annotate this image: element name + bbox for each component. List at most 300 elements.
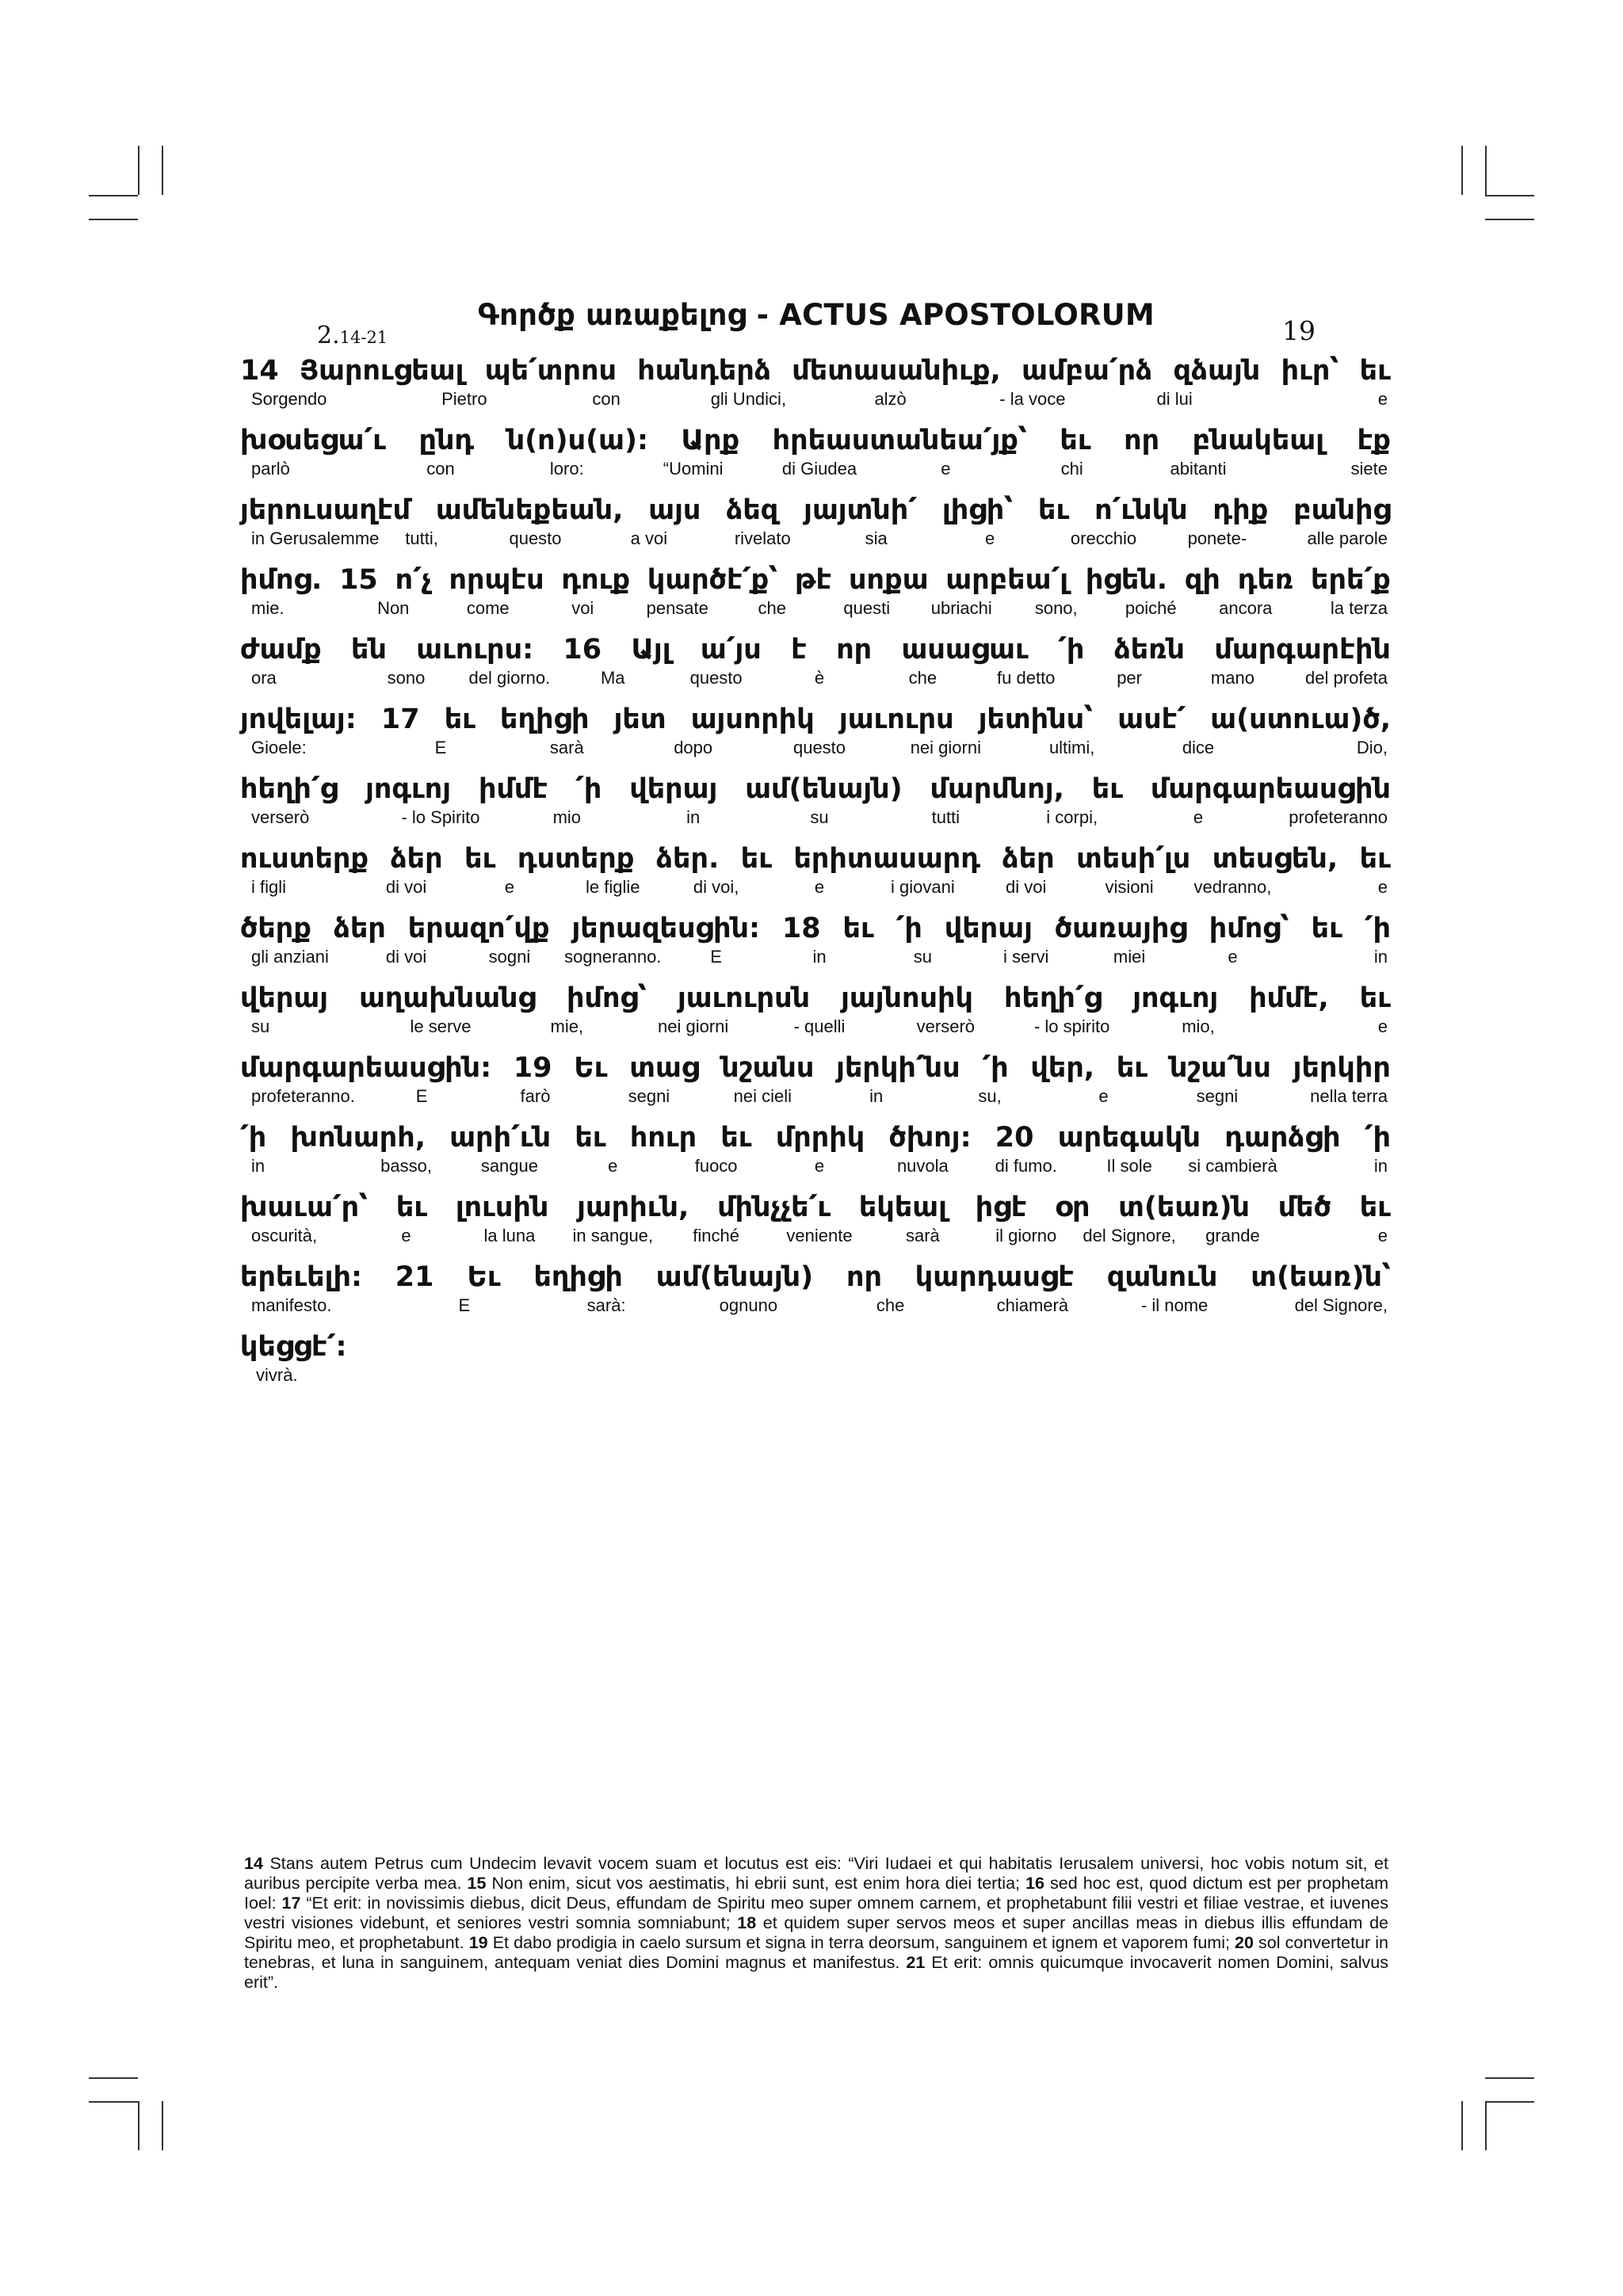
italian-gloss-line (240, 877, 1391, 901)
armenian-word: սոքա (849, 564, 929, 596)
italian-gloss: dice (1182, 738, 1215, 757)
armenian-word: ամ(ենայն) (655, 1261, 814, 1293)
italian-gloss: sangue (480, 1156, 538, 1176)
italian-gloss-line (240, 459, 1391, 482)
italian-gloss: su (251, 1016, 270, 1036)
armenian-word: իմոց. (240, 564, 323, 596)
italian-gloss: Non (377, 598, 410, 618)
armenian-line (240, 1329, 1391, 1365)
armenian-word: մարգարեասցին: (240, 1052, 492, 1084)
armenian-word: եւ (842, 913, 874, 944)
armenian-word: լիցի՝ (941, 494, 1014, 526)
italian-gloss: gli Undici, (710, 389, 787, 409)
verse-number: 16 (563, 634, 602, 666)
italian-gloss: nella terra (1310, 1086, 1388, 1106)
italian-gloss: a voi (630, 528, 668, 548)
italian-gloss: sogneranno. (564, 947, 662, 967)
italian-gloss-line (240, 1365, 1391, 1389)
italian-gloss: sarà (549, 738, 584, 757)
armenian-word: ձեր (390, 843, 443, 875)
italian-gloss: questo (689, 668, 743, 688)
page-header (238, 298, 1395, 349)
italian-gloss: sogni (488, 947, 531, 967)
interlinear-line (240, 562, 1391, 631)
italian-gloss: alzò (874, 389, 907, 409)
italian-gloss: E (710, 947, 722, 967)
italian-gloss: i corpi, (1046, 807, 1098, 827)
armenian-word: յարիւն, (577, 1192, 689, 1223)
italian-gloss: e (504, 877, 515, 897)
armenian-word: ՛ի (1364, 1122, 1391, 1154)
italian-gloss: in (869, 1086, 884, 1106)
italian-gloss: chiamerà (996, 1295, 1069, 1315)
armenian-word: մարմնոյ, (930, 773, 1064, 805)
italian-gloss: in (812, 947, 827, 967)
italian-gloss: in (1373, 1156, 1388, 1176)
italian-gloss: questi (843, 598, 891, 618)
armenian-line (240, 1050, 1391, 1086)
interlinear-line (240, 353, 1391, 422)
crop-mark (89, 219, 138, 220)
armenian-word: ամբա՛րձ (1022, 355, 1153, 387)
italian-gloss: siete (1350, 459, 1388, 479)
verse-number: 21 (395, 1261, 434, 1293)
armenian-word: մրրիկ (775, 1122, 865, 1154)
italian-gloss: mano (1210, 668, 1254, 688)
italian-gloss: per (1117, 668, 1142, 688)
footnote-text: Non enim, sicut vos aestimatis, hi ebrii sunt, est enim hora diei tertia; (486, 1874, 1026, 1893)
armenian-word: որ (1124, 425, 1160, 456)
italian-gloss: i servi (1003, 947, 1049, 967)
armenian-word: յովելայ: (240, 704, 357, 735)
italian-gloss: è (814, 668, 825, 688)
armenian-word: աւուրս: (416, 634, 534, 666)
armenian-word: մարգարէին (1214, 634, 1391, 666)
armenian-word: հուր (629, 1122, 697, 1154)
italian-gloss: e (1377, 1226, 1388, 1245)
italian-gloss: profeteranno (1289, 807, 1388, 827)
italian-gloss: del profeta (1305, 668, 1388, 688)
italian-gloss: miei (1113, 947, 1146, 967)
italian-gloss: “Uomini (663, 459, 724, 479)
italian-gloss: basso, (380, 1156, 432, 1176)
italian-gloss: pensate (646, 598, 708, 618)
italian-gloss: e (1377, 389, 1388, 409)
armenian-word: հանդերձ (637, 355, 771, 387)
italian-gloss: rivelato (734, 528, 791, 548)
italian-gloss-line (240, 807, 1391, 831)
crop-mark (1485, 195, 1534, 196)
armenian-word: որ (836, 634, 873, 666)
armenian-word: բնակեալ (1192, 425, 1325, 456)
armenian-word: դեռ (1237, 564, 1294, 596)
italian-gloss: Pietro (441, 389, 487, 409)
verse-number: 17 (380, 704, 420, 735)
italian-gloss: alle parole (1307, 528, 1388, 548)
armenian-line (240, 562, 1391, 598)
italian-gloss-line (240, 1295, 1391, 1319)
italian-gloss: - il nome (1140, 1295, 1209, 1315)
armenian-line (240, 771, 1391, 807)
italian-gloss: vivrà. (256, 1365, 298, 1385)
armenian-word: երե՛ք (1311, 564, 1391, 596)
italian-gloss: del Signore, (1083, 1226, 1176, 1245)
latin-footnote (244, 1854, 1388, 1993)
footnote-verse-number: 14 (244, 1854, 263, 1873)
armenian-word: իցեն. (1085, 564, 1168, 596)
armenian-word: յերկիր (1293, 1052, 1391, 1084)
italian-gloss: di voi (1006, 877, 1047, 897)
armenian-word: այսորիկ (690, 704, 815, 735)
armenian-word: այս (648, 494, 701, 526)
italian-gloss: Dio, (1356, 738, 1388, 757)
italian-gloss: e (984, 528, 995, 548)
italian-gloss-line (240, 1016, 1391, 1040)
footnote-text: Et erit: omnis quicumque invocaverit nomen Domini, salvus erit”. (244, 1953, 1388, 1992)
italian-gloss: ubriachi (930, 598, 992, 618)
armenian-word: եղիցի (533, 1261, 623, 1293)
armenian-word: արեգակն (1057, 1122, 1201, 1154)
interlinear-line (240, 910, 1391, 980)
italian-gloss-line (240, 598, 1391, 622)
italian-gloss: in (251, 1156, 265, 1176)
italian-gloss: questo (509, 528, 562, 548)
armenian-line (240, 1119, 1391, 1156)
interlinear-line (240, 631, 1391, 701)
interlinear-line (240, 1329, 1391, 1398)
italian-gloss: su, (978, 1086, 1002, 1106)
italian-gloss: ponete- (1187, 528, 1247, 548)
italian-gloss: con (426, 459, 455, 479)
armenian-word: զանուն (1106, 1261, 1218, 1293)
italian-gloss: di Giudea (781, 459, 857, 479)
armenian-word: ծերք (240, 913, 311, 944)
armenian-word: իմմէ, (1249, 982, 1329, 1014)
armenian-word: տեսցեն, (1212, 843, 1338, 875)
italian-gloss: su (810, 807, 829, 827)
armenian-word: բանից (1293, 494, 1391, 526)
armenian-word: կարդասցէ (915, 1261, 1074, 1293)
armenian-word: եւ (1359, 982, 1391, 1014)
italian-gloss-line (240, 528, 1391, 552)
interlinear-line (240, 841, 1391, 910)
italian-gloss: - lo Spirito (401, 807, 480, 827)
italian-gloss: del giorno. (468, 668, 551, 688)
armenian-line (240, 701, 1391, 738)
armenian-word: եւ (720, 1122, 752, 1154)
italian-gloss: in (686, 807, 701, 827)
armenian-word: արբեա՛լ (945, 564, 1069, 596)
armenian-word: յայտնի՛ (804, 494, 918, 526)
italian-gloss: Gioele: (251, 738, 307, 757)
armenian-word: եւ (1359, 1192, 1391, 1223)
armenian-word: ո՛ւնկն (1094, 494, 1188, 526)
italian-gloss-line (240, 668, 1391, 692)
verse-range: 14-21 (339, 328, 388, 347)
armenian-word: տ(եառ)ն՝ (1251, 1261, 1391, 1293)
italian-gloss: che (758, 598, 786, 618)
armenian-word: իցէ (975, 1192, 1027, 1223)
armenian-line (240, 980, 1391, 1016)
italian-gloss: e (1377, 877, 1388, 897)
armenian-word: դարձցի (1224, 1122, 1341, 1154)
crop-mark (89, 2101, 138, 2103)
italian-gloss: mie. (251, 598, 285, 618)
armenian-word: տ(եառ)ն (1118, 1192, 1250, 1223)
armenian-word: ծառայից (1054, 913, 1187, 944)
armenian-word: արի՛ւն (449, 1122, 552, 1154)
armenian-word: յոգւոյ (1132, 982, 1219, 1014)
armenian-word: հեղի՛ց (1004, 982, 1102, 1014)
italian-gloss: in sangue, (572, 1226, 654, 1245)
italian-gloss: tutti (931, 807, 960, 827)
italian-gloss: di voi, (693, 877, 739, 897)
interlinear-line (240, 701, 1391, 771)
crop-mark (138, 2101, 139, 2150)
armenian-word: նշանս (721, 1052, 815, 1084)
italian-gloss: nei giorni (658, 1016, 729, 1036)
crop-mark (1485, 2077, 1534, 2079)
verse-number: 15 (339, 564, 378, 596)
italian-gloss: profeteranno. (251, 1086, 355, 1106)
italian-gloss: oscurità, (251, 1226, 318, 1245)
crop-mark (89, 195, 138, 196)
armenian-word: վերայ (944, 913, 1033, 944)
italian-gloss: verserò (251, 807, 310, 827)
armenian-word: եւ (1060, 425, 1091, 456)
interlinear-line (240, 771, 1391, 841)
italian-gloss: segni (1196, 1086, 1239, 1106)
armenian-word: յերուսաղէմ (240, 494, 411, 526)
italian-gloss: ora (251, 668, 277, 688)
armenian-word: Յարուցեալ (300, 355, 464, 387)
footnote-text: et quidem super servos meos et super ancillas meas in diebus illis effundam de Spiritu meo, et prophetabunt. (244, 1913, 1389, 1952)
italian-gloss: le figlie (586, 877, 640, 897)
armenian-word: Եւ (574, 1052, 608, 1084)
italian-gloss: vedranno, (1193, 877, 1272, 897)
italian-gloss: e (401, 1226, 411, 1245)
armenian-word: դուք (561, 564, 631, 596)
italian-gloss: - la voce (999, 389, 1066, 409)
italian-gloss: e (608, 1156, 618, 1176)
armenian-word: ո՛չ (395, 564, 432, 596)
italian-gloss: e (941, 459, 951, 479)
italian-gloss: abitanti (1170, 459, 1227, 479)
interlinear-line (240, 1259, 1391, 1329)
armenian-word: երազո՛վք (407, 913, 550, 944)
italian-gloss: sia (865, 528, 888, 548)
italian-gloss: dopo (674, 738, 713, 757)
italian-gloss: verserò (916, 1016, 975, 1036)
armenian-word: որ (846, 1261, 882, 1293)
footnote-verse-number: 20 (1235, 1933, 1254, 1952)
armenian-word: յաւուրս (838, 704, 954, 735)
italian-gloss: i giovani (891, 877, 955, 897)
armenian-word: ՛ի (1058, 634, 1085, 666)
interlinear-text (240, 353, 1391, 1398)
italian-gloss: sarà: (586, 1295, 626, 1315)
armenian-line (240, 910, 1391, 947)
chapter-number: 2. (317, 322, 340, 349)
interlinear-line (240, 1050, 1391, 1119)
italian-gloss: sarà (905, 1226, 940, 1245)
italian-gloss: si cambierà (1188, 1156, 1277, 1176)
footnote-verse-number: 19 (468, 1933, 488, 1952)
italian-gloss: tutti, (405, 528, 438, 548)
italian-gloss: su (913, 947, 932, 967)
italian-gloss: con (592, 389, 621, 409)
armenian-word: յայնոսիկ (841, 982, 974, 1014)
armenian-word: իմոց՝ (1209, 913, 1289, 944)
armenian-word: ձեզ (726, 494, 779, 526)
crop-mark (1461, 146, 1463, 195)
italian-gloss: e (1377, 1016, 1388, 1036)
armenian-word: վերայ (629, 773, 718, 805)
armenian-word: խօսեցա՛ւ (240, 425, 386, 456)
armenian-word: ձեր (1002, 843, 1055, 875)
crop-mark (1485, 2101, 1534, 2103)
armenian-word: որպէս (449, 564, 544, 596)
interlinear-line (240, 1119, 1391, 1189)
italian-gloss: nei cieli (733, 1086, 792, 1106)
armenian-word: վեր, (1030, 1052, 1095, 1084)
armenian-word: յաւուրսն (677, 982, 811, 1014)
interlinear-line (240, 1189, 1391, 1259)
interlinear-line (240, 422, 1391, 492)
armenian-word: լուսին (455, 1192, 549, 1223)
armenian-word: տեսի՛լս (1076, 843, 1191, 875)
italian-gloss: come (466, 598, 510, 618)
armenian-line (240, 1189, 1391, 1226)
italian-gloss: - lo spirito (1033, 1016, 1110, 1036)
italian-gloss-line (240, 389, 1391, 413)
verse-number: 20 (995, 1122, 1034, 1154)
armenian-line (240, 422, 1391, 459)
armenian-word: ասացաւ (901, 634, 1029, 666)
italian-gloss: di voi (385, 877, 427, 897)
armenian-word: եւ (1091, 773, 1123, 805)
italian-gloss: mio (552, 807, 582, 827)
armenian-word: Արք (681, 425, 740, 456)
armenian-word: ձեր. (655, 843, 720, 875)
armenian-word: ուստերք (240, 843, 369, 875)
italian-gloss: nuvola (896, 1156, 949, 1176)
italian-gloss: ultimi, (1048, 738, 1095, 757)
crop-mark (162, 2101, 163, 2150)
armenian-word: եւ (1311, 913, 1342, 944)
italian-gloss-line (240, 1226, 1391, 1249)
armenian-word: եւ (444, 704, 475, 735)
crop-mark (138, 146, 139, 195)
armenian-word: յետ (613, 704, 666, 735)
italian-gloss: orecchio (1070, 528, 1137, 548)
armenian-word: ՛ի (240, 1122, 267, 1154)
page-number: 19 (1282, 315, 1316, 346)
armenian-word: զի (1184, 564, 1220, 596)
footnote-verse-number: 17 (281, 1894, 301, 1913)
footnote-verse-number: 21 (906, 1953, 926, 1972)
italian-gloss: chi (1060, 459, 1083, 479)
armenian-word: մետասանիւք, (792, 355, 1001, 387)
armenian-line (240, 1259, 1391, 1295)
italian-gloss: sono (387, 668, 426, 688)
italian-gloss: poiché (1125, 598, 1177, 618)
italian-gloss: ognuno (719, 1295, 778, 1315)
italian-gloss: i figli (251, 877, 287, 897)
italian-gloss: Ma (600, 668, 625, 688)
footnote-text: “Et erit: in novissimis diebus, dicit Deus, effundam de Spiritu meo super omnem carnem, et prophetabunt filii vestri et filiae vestrae, et iuvenes vestri visiones videbunt, et seniores vestri somnia somniabunt; (244, 1894, 1388, 1932)
armenian-word: ՛ի (896, 913, 922, 944)
armenian-word: դստերք (517, 843, 635, 875)
armenian-word: հրեաստանեա՛յք՝ (772, 425, 1027, 456)
footnote-verse-number: 18 (737, 1913, 757, 1932)
italian-gloss: gli anziani (251, 947, 329, 967)
armenian-word: ա(ստուա)ծ, (1210, 704, 1391, 735)
armenian-word: նշա՛նս (1169, 1052, 1271, 1084)
footnote-text: sed hoc est, quod dictum est per prophetam Ioel: (244, 1874, 1388, 1913)
italian-gloss: visioni (1105, 877, 1154, 897)
italian-gloss: la luna (483, 1226, 536, 1245)
italian-gloss: e (814, 1156, 825, 1176)
armenian-word: Այլ (631, 634, 671, 666)
italian-gloss: sono, (1034, 598, 1078, 618)
italian-gloss: mie, (550, 1016, 584, 1036)
italian-gloss: in Gerusalemme (251, 528, 380, 548)
italian-gloss: manifesto. (251, 1295, 332, 1315)
armenian-word: կարծէ՛ք՝ (647, 564, 778, 596)
italian-gloss: di voi (385, 947, 427, 967)
armenian-word: եւ (1359, 355, 1391, 387)
italian-gloss: fuoco (694, 1156, 738, 1176)
armenian-word: երեւելի: (240, 1261, 362, 1293)
italian-gloss: E (434, 738, 447, 757)
crop-mark (89, 2077, 138, 2079)
armenian-word: եւ (1116, 1052, 1148, 1084)
crop-mark (162, 146, 163, 195)
italian-gloss: e (1228, 947, 1238, 967)
armenian-word: յոգւոյ (365, 773, 452, 805)
armenian-word: պե՛տրոս (484, 355, 617, 387)
italian-gloss: la terza (1330, 598, 1388, 618)
italian-gloss: E (415, 1086, 428, 1106)
armenian-word: եւ (740, 843, 772, 875)
armenian-word: ա՛յս (700, 634, 762, 666)
footnote-verse-number: 15 (467, 1874, 487, 1893)
italian-gloss: questo (792, 738, 846, 757)
verse-number: 19 (513, 1052, 552, 1084)
armenian-word: էք (1357, 425, 1391, 456)
armenian-word: ձեռն (1113, 634, 1186, 666)
italian-gloss: le serve (410, 1016, 472, 1036)
armenian-word: իմմէ (478, 773, 548, 805)
armenian-word: մարգարեասցին (1150, 773, 1391, 805)
footnote-text: Et dabo prodigia in caelo sursum et signa in terra deorsum, sanguinem et ignem et vaporem fumi; (487, 1933, 1235, 1952)
armenian-word: է (791, 634, 807, 666)
armenian-word: ձեր (333, 913, 386, 944)
footnote-text: Stans autem Petrus cum Undecim levavit vocem suam et locutus est eis: “Viri Iudaei et qui habitatis Ierusalem universi, hoc vobis notum sit, et auribus percipite verba mea. (244, 1854, 1388, 1893)
armenian-word: ընդ (418, 425, 475, 456)
armenian-word: յերկի՛նս (836, 1052, 960, 1084)
italian-gloss: segni (628, 1086, 670, 1106)
italian-gloss: in (1373, 947, 1388, 967)
italian-gloss-line (240, 1156, 1391, 1180)
armenian-line (240, 353, 1391, 389)
italian-gloss: e (1098, 1086, 1109, 1106)
armenian-word: վերայ (240, 982, 329, 1014)
armenian-word: իւր՝ (1281, 355, 1339, 387)
armenian-word: զձայն (1173, 355, 1261, 387)
armenian-line (240, 631, 1391, 668)
